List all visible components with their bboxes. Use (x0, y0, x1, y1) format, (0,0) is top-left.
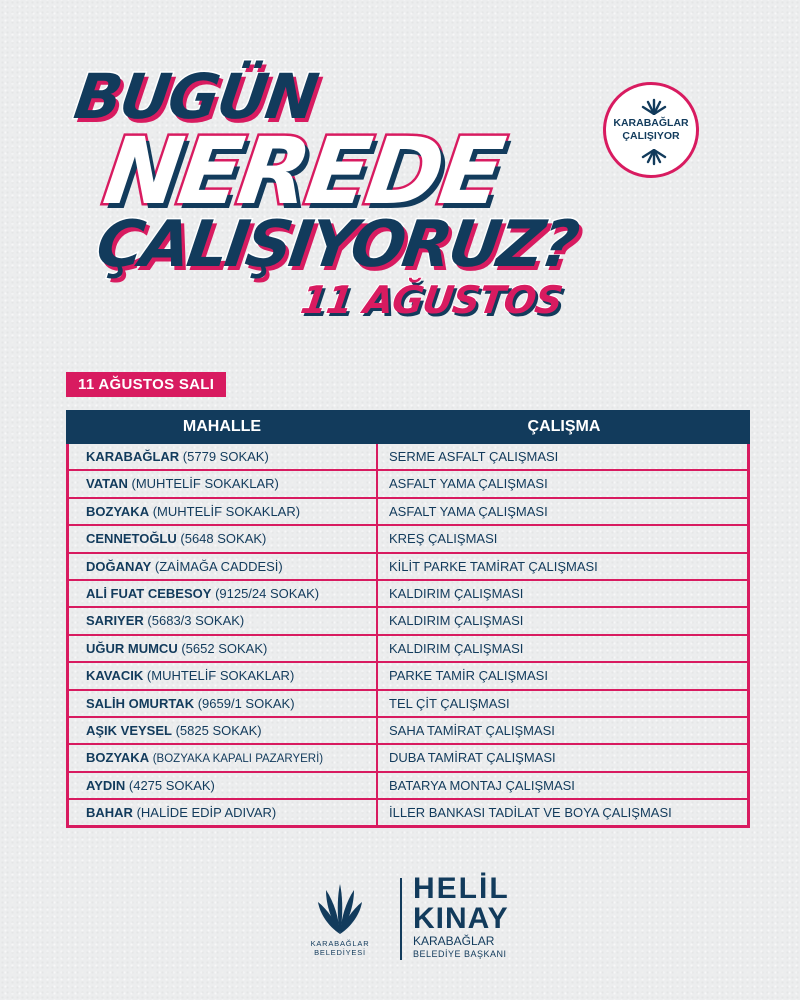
mahalle-cell (69, 691, 378, 716)
mahalle-detail: (ZAİMAĞA CADDESİ) (154, 558, 283, 574)
table-row (69, 689, 747, 716)
badge-line2: ÇALIŞIYOR (622, 130, 680, 142)
sunburst-bottom-icon (639, 149, 669, 167)
mahalle-cell (69, 608, 378, 633)
mahalle-name: AŞIK VEYSEL (86, 722, 172, 738)
calisma-cell: SERME ASFALT ÇALIŞMASI (389, 449, 559, 464)
badge-text (606, 117, 696, 143)
table-header (66, 410, 750, 444)
mahalle-cell (69, 471, 378, 496)
mahalle-cell (69, 745, 378, 770)
mahalle-detail: (BOZYAKA KAPALI PAZARYERİ) (152, 753, 324, 766)
calisma-cell: KİLİT PARKE TAMİRAT ÇALIŞMASI (389, 558, 598, 574)
calisma-cell: KALDIRIM ÇALIŞMASI (389, 640, 524, 656)
mahalle-cell (69, 636, 378, 661)
table-row (69, 771, 747, 798)
headline-bugun: BUGÜN (70, 60, 321, 133)
mahalle-name: UĞUR MUMCU (86, 640, 178, 656)
table-row (69, 444, 747, 469)
footer-divider (400, 878, 402, 960)
mahalle-detail: (5779 SOKAK) (182, 449, 269, 464)
mahalle-name: BOZYAKA (86, 503, 150, 519)
mahalle-detail: (9125/24 SOKAK) (215, 585, 320, 601)
calisma-cell: PARKE TAMİR ÇALIŞMASI (389, 668, 548, 684)
table-row (69, 524, 747, 551)
mahalle-cell (69, 581, 378, 606)
sunburst-top-icon (639, 97, 669, 115)
table-row (69, 579, 747, 606)
table-row (69, 606, 747, 633)
mahalle-detail: (HALİDE EDİP ADIVAR) (136, 805, 277, 821)
headline-nerede: NEREDE (98, 118, 508, 225)
mahalle-detail: (9659/1 SOKAK) (197, 695, 295, 711)
mahalle-name: SARIYER (86, 613, 144, 629)
date-tag: 11 AĞUSTOS SALI (66, 372, 226, 397)
logo-caption: KARABAĞLAR BELEDİYESİ (310, 939, 370, 957)
table-body (66, 444, 750, 828)
headline (0, 0, 800, 340)
table-row (69, 469, 747, 496)
calisma-cell: KALDIRIM ÇALIŞMASI (389, 585, 524, 601)
mahalle-name: KARABAĞLAR (86, 449, 180, 464)
mahalle-name: SALİH OMURTAK (86, 695, 195, 711)
mahalle-cell (69, 663, 378, 688)
work-schedule-table (66, 410, 750, 828)
calisma-cell: İLLER BANKASI TADİLAT VE BOYA ÇALIŞMASI (389, 805, 672, 821)
mayor-block (413, 874, 510, 960)
mahalle-name: AYDIN (86, 777, 126, 793)
mahalle-name: CENNETOĞLU (86, 531, 177, 547)
calisma-cell: ASFALT YAMA ÇALIŞMASI (389, 503, 548, 519)
mahalle-name: DOĞANAY (86, 558, 152, 574)
mahalle-detail: (5683/3 SOKAK) (147, 613, 245, 629)
headline-date: 11 AĞUSTOS (298, 278, 565, 322)
mahalle-name: BAHAR (86, 805, 133, 821)
mahalle-cell (69, 800, 378, 825)
mahalle-detail: (MUHTELİF SOKAKLAR) (146, 668, 295, 684)
mahalle-detail: (5652 SOKAK) (181, 640, 268, 656)
mahalle-detail: (5648 SOKAK) (180, 531, 267, 547)
mayor-last-name: KINAY (413, 902, 509, 935)
mahalle-detail: (MUHTELİF SOKAKLAR) (131, 476, 279, 492)
table-row (69, 661, 747, 688)
mahalle-name: KAVACIK (86, 668, 144, 684)
table-row (69, 798, 747, 825)
calisma-cell: DUBA TAMİRAT ÇALIŞMASI (389, 750, 556, 766)
mahalle-name: VATAN (86, 476, 128, 492)
calisma-cell: BATARYA MONTAJ ÇALIŞMASI (389, 777, 575, 793)
mahalle-name: BOZYAKA (86, 750, 150, 766)
mahalle-cell (69, 773, 378, 798)
mahalle-cell (69, 526, 378, 551)
table-row (69, 634, 747, 661)
calisma-cell: KREŞ ÇALIŞMASI (389, 531, 498, 547)
badge-line1: KARABAĞLAR (613, 117, 689, 129)
mahalle-detail: (5825 SOKAK) (175, 722, 262, 738)
header-calisma: ÇALIŞMA (527, 418, 601, 435)
calisma-cell: ASFALT YAMA ÇALIŞMASI (389, 476, 548, 492)
mahalle-cell (69, 499, 378, 524)
table-row (69, 716, 747, 743)
mahalle-detail: (4275 SOKAK) (128, 777, 215, 793)
mahalle-cell (69, 554, 378, 579)
header-mahalle: MAHALLE (182, 418, 262, 435)
table-row (69, 743, 747, 770)
mahalle-detail: (MUHTELİF SOKAKLAR) (152, 503, 301, 519)
footer (0, 870, 800, 980)
mayor-org: KARABAĞLAR (413, 934, 495, 948)
calisma-cell: TEL ÇİT ÇALIŞMASI (389, 695, 510, 711)
calisma-cell: SAHA TAMİRAT ÇALIŞMASI (389, 722, 555, 738)
table-row (69, 552, 747, 579)
mahalle-name: ALİ FUAT CEBESOY (86, 585, 212, 601)
mayor-first-name: HELİL (413, 872, 510, 905)
karabaglar-calisiyor-badge (603, 82, 699, 178)
table-row (69, 497, 747, 524)
headline-calisiyoruz: ÇALIŞIYORUZ? (92, 208, 581, 282)
karabaglar-flower-icon (318, 882, 362, 936)
mahalle-cell (69, 444, 378, 469)
mahalle-cell (69, 718, 378, 743)
mayor-title: BELEDİYE BAŞKANI (413, 949, 507, 959)
calisma-cell: KALDIRIM ÇALIŞMASI (389, 613, 524, 629)
